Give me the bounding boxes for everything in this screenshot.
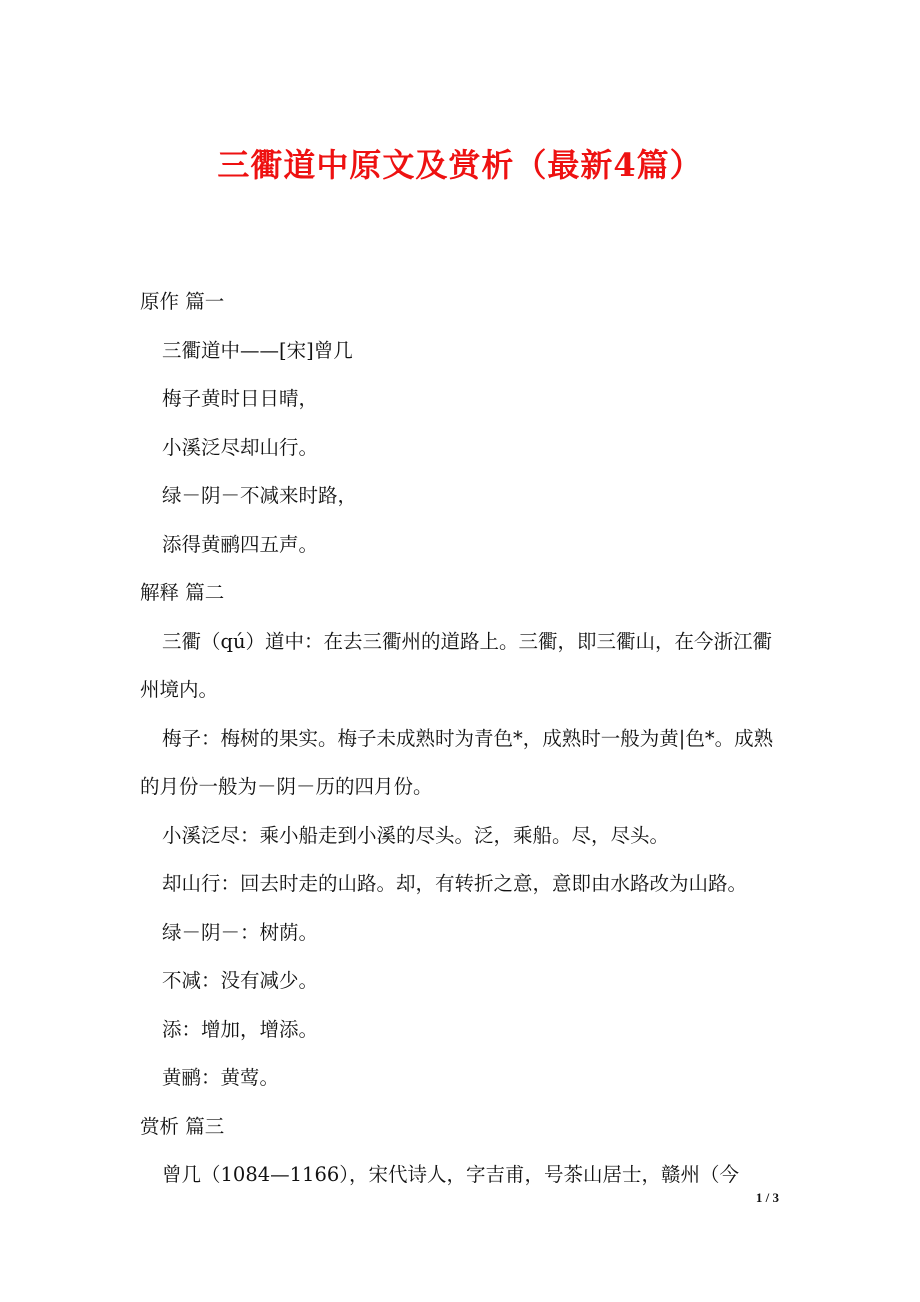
explanation-paragraph-7: 添：增加，增添。: [162, 1017, 319, 1041]
section-heading-appreciation: 赏析 篇三: [140, 1114, 225, 1138]
explanation-paragraph-1: 三衢（qú）道中：在去三衢州的道路上。三衢，即三衢山，在今浙江衢州境内。: [140, 629, 773, 701]
document-title: 三衢道中原文及赏析（最新4篇）: [217, 146, 703, 184]
poem-title-line: 三衢道中——[宋]曾几: [162, 338, 353, 362]
poem-line-4: 添得黄鹂四五声。: [162, 532, 319, 556]
explanation-paragraph-3: 小溪泛尽：乘小船走到小溪的尽头。泛，乘船。尽，尽头。: [162, 823, 670, 847]
poem-line-3: 绿－阴－不减来时路，: [162, 484, 358, 507]
explanation-paragraph-4: 却山行：回去时走的山路。却，有转折之意，意即由水路改为山路。: [162, 872, 748, 895]
appreciation-paragraph-1: 曾几（1084—1166），宋代诗人，字吉甫，号茶山居士，赣州（今: [162, 1163, 740, 1186]
page-number: 1 / 3: [755, 1190, 779, 1205]
section-heading-explanation: 解释 篇二: [140, 581, 225, 604]
explanation-paragraph-5: 绿－阴－：树荫。: [162, 920, 319, 944]
poem-line-2: 小溪泛尽却山行。: [162, 435, 319, 459]
document-body: [140, 278, 790, 1200]
poem-line-1: 梅子黄时日日晴，: [162, 387, 319, 410]
explanation-paragraph-2: 梅子：梅树的果实。梅子未成熟时为青色*，成熟时一般为黄|色*。成熟的月份一般为－阴－历的四月份。: [140, 726, 774, 798]
explanation-paragraph-6: 不减：没有减少。: [162, 969, 319, 992]
section-heading-original: 原作 篇一: [140, 290, 225, 313]
explanation-paragraph-8: 黄鹂：黄莺。: [162, 1066, 280, 1089]
